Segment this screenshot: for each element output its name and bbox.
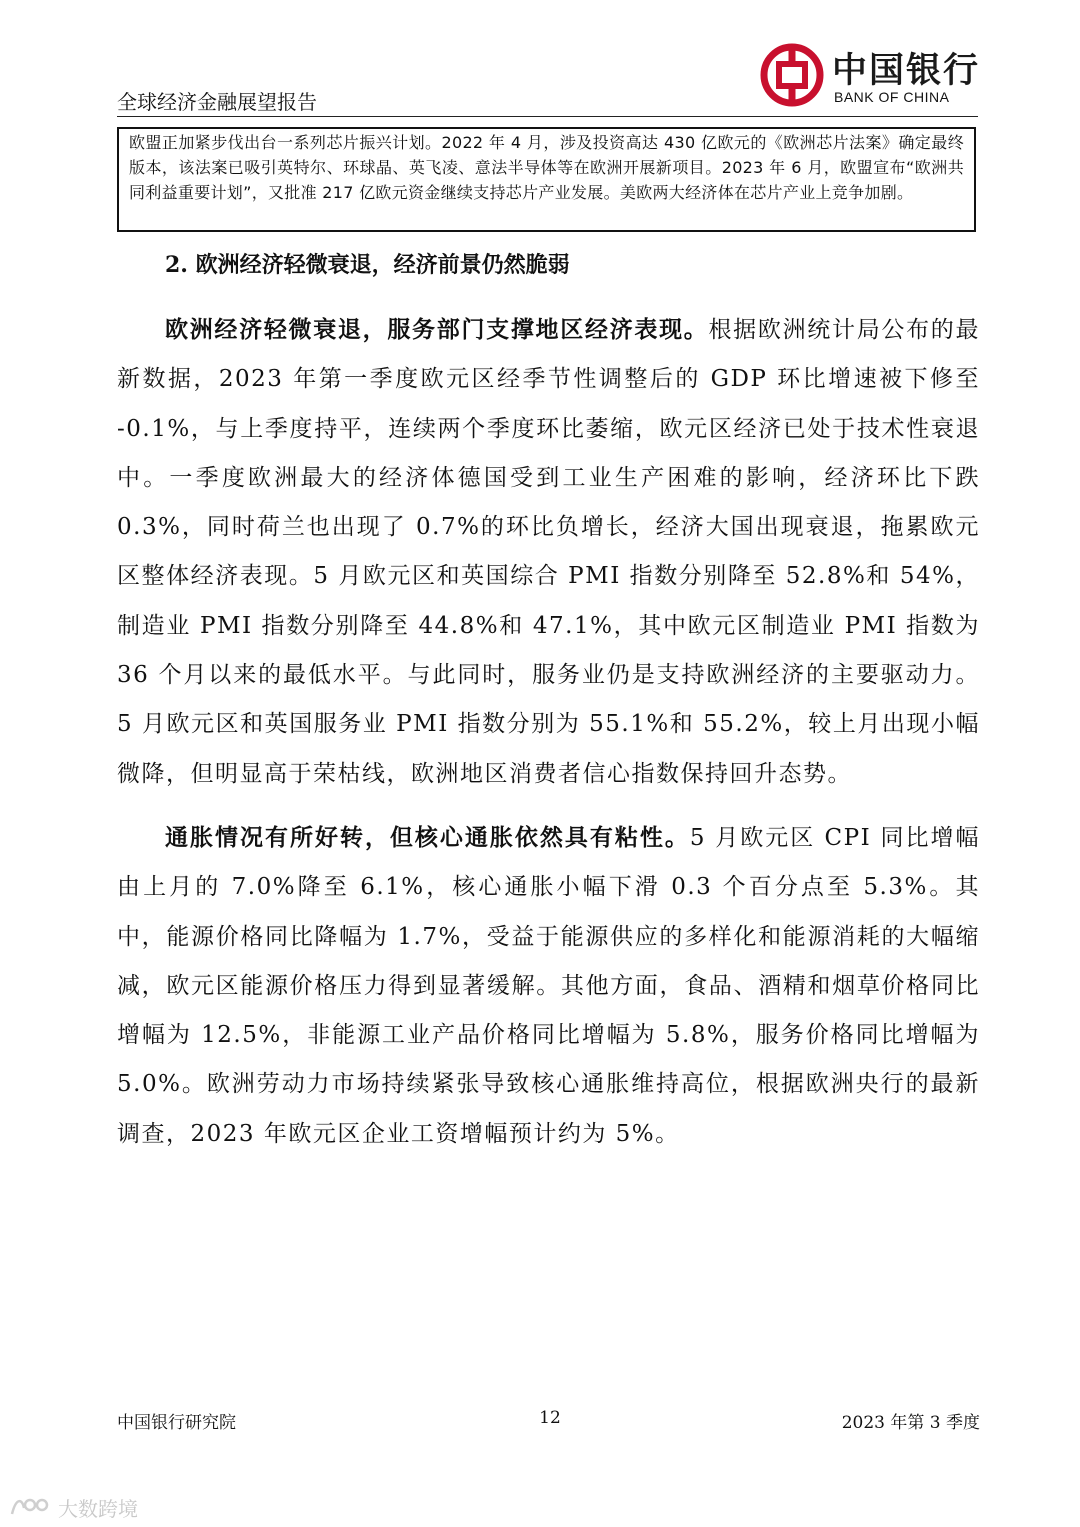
footer-publisher: 中国银行研究院 <box>117 1413 236 1433</box>
bank-of-china-emblem-icon <box>760 43 824 107</box>
paragraph-lead: 通胀情况有所好转，但核心通胀依然具有粘性。 <box>165 824 690 851</box>
bank-logo <box>760 43 980 108</box>
paragraph-lead: 欧洲经济轻微衰退，服务部门支撑地区经济表现。 <box>165 316 709 343</box>
body-paragraph <box>117 813 980 1159</box>
section-heading: 2. 欧洲经济轻微衰退，经济前景仍然脆弱 <box>165 252 570 278</box>
paragraph-body: 5 月欧元区 CPI 同比增幅由上月的 7.0%降至 6.1%，核心通胀小幅下滑 0.3 个百分点至 5.3%。其中，能源价格同比降幅为 1.7%，受益于能源供应的多样化和能源消耗的大幅缩减，欧元区能源价格压力得到显著缓解。其他方面，食品、酒精和烟草价格同比增幅为 12.5%，非能源工业产品价格同比增幅为 5.8%，服务价格同比增幅为 5.0%。欧洲劳动力市场持续紧张导致核心通胀维持高位，根据欧洲央行的最新调查，2023 年欧元区企业工资增幅预计约为 5%。 <box>117 825 980 1147</box>
logo-chinese-name: 中国银行 <box>832 50 981 91</box>
header-divider <box>117 116 978 117</box>
watermark <box>8 1492 138 1522</box>
watermark-logo-icon <box>8 1494 52 1520</box>
highlight-box: 欧盟正加紧步伐出台一系列芯片振兴计划。2022 年 4 月，涉及投资高达 430 亿欧元的《欧洲芯片法案》确定最终版本，该法案已吸引英特尔、环球晶、英飞凌、意法半导体等在欧洲开展新项目。2023 年 6 月，欧盟宣布“欧洲共同利益重要计划”，又批准 217 亿欧元资金继续支持芯片产业发展。美欧两大经济体在芯片产业上竞争加剧。 <box>117 127 976 232</box>
watermark-text: 大数跨境 <box>58 1496 138 1521</box>
body-paragraph <box>117 305 980 799</box>
paragraph-body: 根据欧洲统计局公布的最新数据，2023 年第一季度欧元区经季节性调整后的 GDP 环比增速被下修至 -0.1%，与上季度持平，连续两个季度环比萎缩，欧元区经济已处于技术性衰退中。一季度欧洲最大的经济体德国受到工业生产困难的影响，经济环比下跌 0.3%，同时荷兰也出现了 0.7%的环比负增长，经济大国出现衰退，拖累欧元区整体经济表现。5 月欧元区和英国综合 PMI 指数分别降至 52.8%和 54%，制造业 PMI 指数分别降至 44.8%和 47.1%，其中欧元区制造业 PMI 指数为 36 个月以来的最低水平。与此同时，服务业仍是支持欧洲经济的主要驱动力。5 月欧元区和英国服务业 PMI 指数分别为 55.1%和 55.2%，较上月出现小幅微降，但明显高于荣枯线，欧洲地区消费者信心指数保持回升态势。 <box>117 317 980 787</box>
report-title: 全球经济金融展望报告 <box>117 90 317 114</box>
footer-period: 2023 年第 3 季度 <box>841 1413 980 1433</box>
logo-english-name: BANK OF CHINA <box>834 89 950 105</box>
page-number: 12 <box>539 1408 561 1428</box>
